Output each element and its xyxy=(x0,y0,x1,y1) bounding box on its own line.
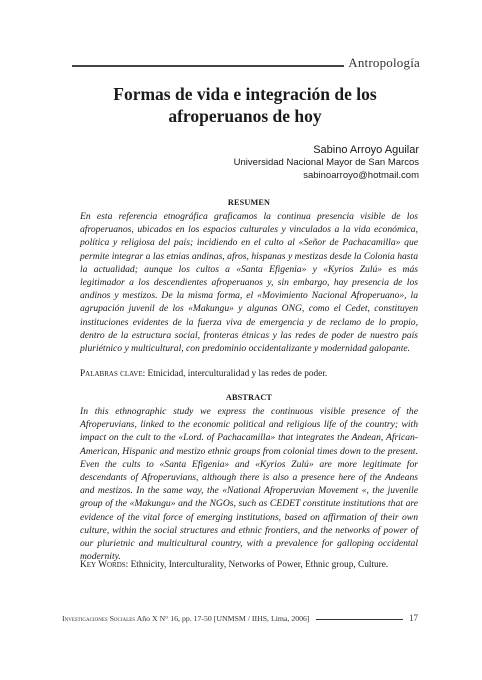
key-words-text: Ethnicity, Interculturality, Networks of Power, Ethnic group, Culture. xyxy=(130,560,389,570)
footer-rule xyxy=(316,619,403,620)
resumen-text: En esta referencia etnográfica graficamos la continua presencia visible de los afroperuanos, ubicados en los espacios culturales y vinculados a la vida económica, política y religiosa del país; incidiendo en el culto al «Señor de Pachacamilla» que permite integrar a las etnias andinas, afros, hispanas y mestizas desde la Colonia hasta la actualidad; aunque los cultos a «Santa Efigenia» y «Kyrios Zulú» es más legitimador a los descendientes afroperuanos y, sin embargo, hay presencia de los andinos y mestizos. De la misma forma, el «Movimiento Nacional Afroperuano», la agrupación juvenil de los «Makungu» y algunas ONG, como el Cedet, constituyen instituciones evidentes de la fuerza viva de emergencia y de reclamo de lo propio, dentro de la estructura social, fronteras étnicas y las redes de poder de nuestro país pluriétnico y multicultural, con predominio occidentalizante y modernidad galopante. xyxy=(80,211,418,355)
article-title: Formas de vida e integración de los afroperuanos de hoy xyxy=(113,84,377,126)
palabras-clave-text: Etnicidad, interculturalidad y las redes de poder. xyxy=(147,369,328,379)
palabras-clave xyxy=(80,368,418,380)
author-name: Sabino Arroyo Aguilar xyxy=(313,144,419,156)
author-email: sabinoarroyo@hotmail.com xyxy=(303,169,419,181)
author-block xyxy=(234,143,419,182)
footer-journal xyxy=(62,614,310,623)
section-label: Antropología xyxy=(348,55,420,70)
page-number: 17 xyxy=(409,613,418,623)
page-footer xyxy=(62,611,418,623)
key-words-label: Key Words: xyxy=(80,560,129,570)
resumen-section xyxy=(80,197,418,355)
resumen-heading: RESUMEN xyxy=(227,198,271,207)
author-affiliation: Universidad Nacional Mayor de San Marcos xyxy=(233,157,419,168)
palabras-clave-label: Palabras clave: xyxy=(80,369,146,379)
abstract-section xyxy=(80,392,418,563)
header-rule xyxy=(72,65,344,67)
footer-citation: Año X N° 16, pp. 17-50 [UNMSM / IIHS, Lima, 2006] xyxy=(136,614,310,623)
abstract-heading: ABSTRACT xyxy=(225,393,273,402)
section-header xyxy=(72,52,420,70)
key-words xyxy=(80,559,418,571)
abstract-text: In this ethnographic study we express the continuous visible presence of the Afroperuvians, linked to the economic political and religious life of the country; with impact on the cult to the «Lord. of Pachacamilla» that integrates the Andean, African-American, Hispanic and mestizo ethnic groups from colonial times down to the present. Even the cults to «Santa Efigenia» and «Kyrios Zulú» are more legitimate for descendants of Afroperuvians, although there is also a presence here of the Andeans and mestizos. In the same way, the «National Afroperuvian Movement «, the juvenile group of the «Makungu» and the NGOs, such as CEDET constitute institutions that are evidence of the vital force of emerging institutions, based on affirmation of their own culture, within the social structures and ethnic frontiers, and the networks of power of our plurietnic and multicultural country, with a prevalence for galloping occidental modernity. xyxy=(80,406,418,563)
footer-journal-name: Investigaciones Sociales xyxy=(62,614,136,623)
